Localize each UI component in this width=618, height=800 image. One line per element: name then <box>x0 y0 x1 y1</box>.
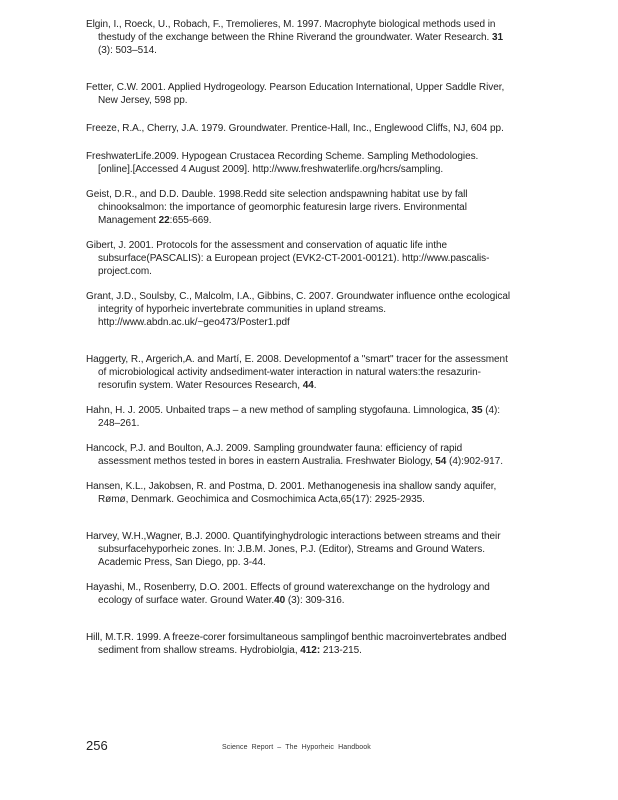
reference-entry-hansen: Hansen, K.L., Jakobsen, R. and Postma, D. 2001. Methanogenesis ina shallow sandy aquifer, Rømø, Denmark. Geochimica and Cosmochimica Acta,65(17): 2925-2935. <box>86 481 497 505</box>
reference-entry-hayashi: Hayashi, M., Rosenberry, D.O. 2001. Effects of ground waterexchange on the hydrology and ecology of surface water. Ground Water.40 (3): 309-316. <box>86 582 490 606</box>
reference-entry-haggerty: Haggerty, R., Argerich,A. and Martí, E. 2008. Developmentof a "smart" tracer for the assessment of microbiological activity andsediment-water interaction in natural waters:the resazurin-resorufin system. Water Resources Research, 44. <box>86 354 508 391</box>
reference-list <box>86 18 512 657</box>
reference-entry-hill: Hill, M.T.R. 1999. A freeze-corer forsimultaneous samplingof benthic macroinvertebrates andbed sediment from shallow streams. Hydrobiolgia, 412: 213-215. <box>86 632 507 656</box>
reference-entry-freeze: Freeze, R.A., Cherry, J.A. 1979. Groundwater. Prentice-Hall, Inc., Englewood Cliffs, NJ, 604 pp. <box>86 123 504 134</box>
reference-entry-grant: Grant, J.D., Soulsby, C., Malcolm, I.A., Gibbins, C. 2007. Groundwater influence onthe ecological integrity of hyporheic invertebrate communities in upland streams. http://www.abdn.ac.uk/~geo473/Poster1.pdf <box>86 291 511 328</box>
reference-entry-hahn: Hahn, H. J. 2005. Unbaited traps – a new method of sampling stygofauna. Limnologica, 35 (4): 248–261. <box>86 405 500 429</box>
reference-entry-freshwaterlife: FreshwaterLife.2009. Hypogean Crustacea Recording Scheme. Sampling Methodologies. [online].[Accessed 4 August 2009]. http://www.freshwaterlife.org/hcrs/sampling. <box>86 151 479 175</box>
page-number: 256 <box>86 738 108 753</box>
reference-entry-gibert: Gibert, J. 2001. Protocols for the assessment and conservation of aquatic life inthe subsurface(PASCALIS): a European project (EVK2-CT-2001-00121). http://www.pascalis-project.com. <box>86 240 490 277</box>
reference-entry-harvey: Harvey, W.H.,Wagner, B.J. 2000. Quantifyinghydrologic interactions between streams and their subsurfacehyporheic zones. In: J.B.M. Jones, P.J. (Editor), Streams and Ground Waters. Academic Press, San Diego, pp. 3-44. <box>86 531 501 568</box>
reference-entry-elgin: Elgin, I., Roeck, U., Robach, F., Tremolieres, M. 1997. Macrophyte biological methods used in thestudy of the exchange between the Rhine Riverand the groundwater. Water Research. 31 (3): 503–514. <box>86 19 503 56</box>
running-footer: Science Report – The Hyporheic Handbook <box>222 744 371 751</box>
reference-entry-fetter: Fetter, C.W. 2001. Applied Hydrogeology. Pearson Education International, Upper Saddle River, New Jersey, 598 pp. <box>86 82 505 106</box>
reference-entry-hancock: Hancock, P.J. and Boulton, A.J. 2009. Sampling groundwater fauna: efficiency of rapid assessment methos tested in bores in eastern Australia. Freshwater Biology, 54 (4):902-917. <box>86 443 503 467</box>
reference-entry-geist: Geist, D.R., and D.D. Dauble. 1998.Redd site selection andspawning habitat use by fall chinooksalmon: the importance of geomorphic featuresin large rivers. Environmental Management 22:655-669. <box>86 189 468 226</box>
